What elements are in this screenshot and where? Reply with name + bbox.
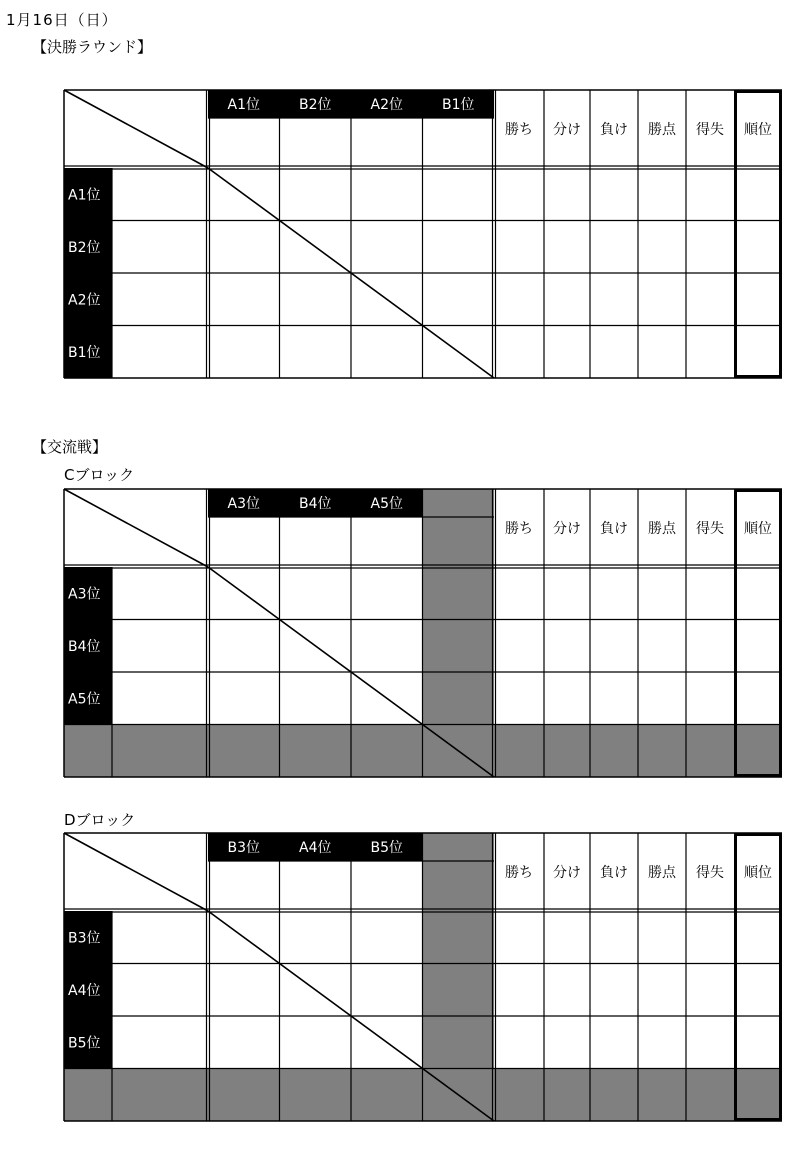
block-d-title: Dブロック xyxy=(64,811,136,829)
column-header-2: B4位 xyxy=(298,496,332,512)
stat-header-3: 負け xyxy=(600,521,628,537)
stat-header-3: 負け xyxy=(600,865,628,881)
column-header-3: A5位 xyxy=(370,496,403,512)
date-label: 1月16日（日） xyxy=(6,11,118,29)
stat-header-4: 勝点 xyxy=(648,865,676,881)
row-header-1: B3位 xyxy=(68,930,101,947)
stat-header-6: 順位 xyxy=(744,122,772,138)
row-header-4: B1位 xyxy=(68,344,101,361)
stat-header-2: 分け xyxy=(553,521,581,537)
stat-header-1: 勝ち xyxy=(505,122,533,138)
stat-header-5: 得失 xyxy=(696,122,724,138)
row-header-2: B4位 xyxy=(68,638,101,655)
stat-header-2: 分け xyxy=(553,865,581,881)
column-header-1: A3位 xyxy=(227,496,260,512)
column-header-2: A4位 xyxy=(299,840,332,856)
stat-header-1: 勝ち xyxy=(505,521,533,537)
stat-header-6: 順位 xyxy=(744,521,772,537)
column-header-2: B2位 xyxy=(298,97,332,113)
column-header-1: A1位 xyxy=(227,97,260,113)
row-header-1: A3位 xyxy=(68,586,101,603)
stat-header-4: 勝点 xyxy=(648,122,676,138)
column-header-3: A2位 xyxy=(370,97,403,113)
stat-header-2: 分け xyxy=(553,122,581,138)
row-header-3: A5位 xyxy=(68,691,101,708)
stat-header-6: 順位 xyxy=(744,865,772,881)
row-header-1: A1位 xyxy=(68,187,101,204)
row-header-3: B5位 xyxy=(68,1035,101,1052)
final-round-title: 【決勝ラウンド】 xyxy=(32,38,153,56)
stat-header-5: 得失 xyxy=(696,865,724,881)
column-header-1: B3位 xyxy=(227,840,261,856)
row-header-3: A2位 xyxy=(68,292,101,309)
stat-header-3: 負け xyxy=(600,122,628,138)
column-header-4: B1位 xyxy=(441,97,475,113)
stat-header-5: 得失 xyxy=(696,521,724,537)
corner-diagonal xyxy=(64,833,208,911)
row-header-2: B2位 xyxy=(68,239,101,256)
stat-header-4: 勝点 xyxy=(648,521,676,537)
row-header-2: A4位 xyxy=(68,982,101,999)
exchange-title: 【交流戦】 xyxy=(32,438,108,456)
stat-header-1: 勝ち xyxy=(505,865,533,881)
column-header-3: B5位 xyxy=(370,840,404,856)
block-c-title: Cブロック xyxy=(64,466,135,484)
unused-header xyxy=(423,833,495,861)
